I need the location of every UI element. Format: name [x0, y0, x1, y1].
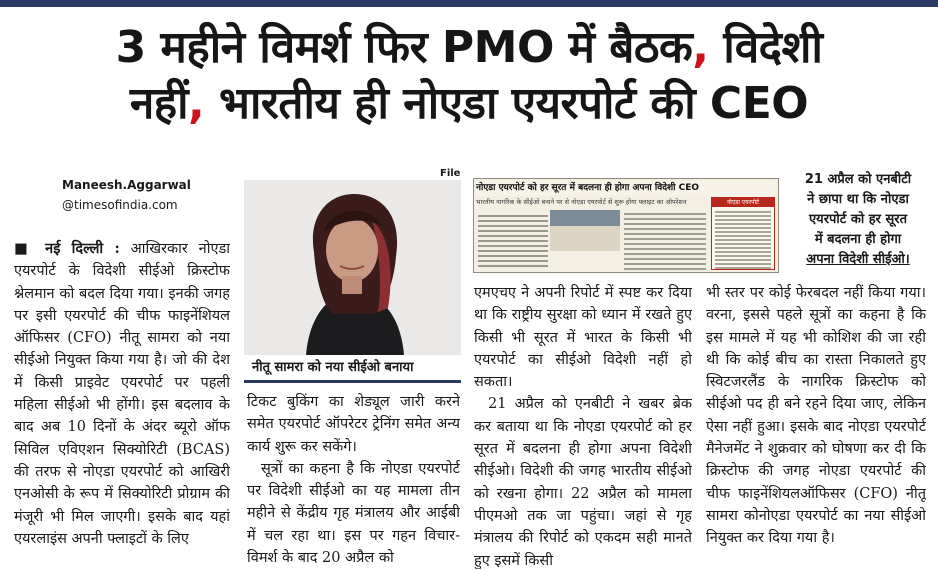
- side-note-line: एयरपोर्ट को हर सूरत: [808, 212, 907, 227]
- headline-red-comma-2: ,: [188, 78, 205, 129]
- article-paragraph: 21 अप्रैल को एनबीटी ने खबर ब्रेक कर बताया था कि नोएडा एयरपोर्ट को हर सूरत में बदलना ही होगा अपना विदेशी सीईओ। विदेशी की जगह भारतीय सीईओ को रखना होगा। 22 अप्रैल को मामला पीएमओ तक जा पहुंचा। जहां से गृह मंत्रालय की रिपोर्ट को एकदम सही मानते हुए इसमें किसी: [474, 396, 692, 569]
- clipping-box-title: नोएडा एयरपोर्ट: [712, 198, 774, 207]
- article-column-4: [706, 282, 926, 569]
- photo-caption: नीतू सामरा को नया सीईओ बनाया: [244, 355, 461, 383]
- headline-line-1-text: 3 महीने विमर्श फिर PMO में बैठक: [115, 22, 693, 73]
- clipping-text-block-2: [624, 210, 706, 270]
- article-column-1: [14, 238, 230, 568]
- article-column-2: [247, 391, 460, 569]
- article-paragraph: [14, 238, 230, 550]
- dateline: ■ नई दिल्ली :: [14, 240, 120, 257]
- portrait-image: [244, 180, 461, 355]
- clipping-airport-photo: [550, 210, 620, 251]
- clipping-subhead: भारतीय नागरिक के सीईओ बनाने पर से नोएडा एयरपोर्ट से शुरू होगा फ्लाइट का ऑपरेशन: [476, 198, 687, 206]
- side-note-line: में बदलना ही होगा: [814, 232, 902, 247]
- top-color-bar: [0, 0, 938, 7]
- byline-email: @timesofindia.com: [62, 198, 178, 212]
- clipping-text-block: [478, 212, 548, 270]
- article-paragraph: एमएचए ने अपनी रिपोर्ट में स्पष्ट कर दिया था कि राष्ट्रीय सुरक्षा को ध्यान में रखते हुए किसी भी सूरत में भारत के किसी भी एयरपोर्ट का सीईओ विदेशी नहीं हो सकता।: [474, 285, 692, 391]
- headline-line-1-tail: विदेशी: [708, 22, 823, 73]
- article-paragraph: भी स्तर पर कोई फेरबदल नहीं किया गया। वरना, इससे पहले सूत्रों का कहना है कि इस मामले में यह भी कोशिश की जा रही थी कि कोई बीच का रास्ता निकालते हुए स्विटजरलैंड के नागरिक क्रिस्टोफ को सीईओ पद ही बने रहने दिया जाए, लेकिन ऐसा नहीं हुआ। इसके बाद नोएडा एयरपोर्ट मैनेजमेंट ने शुक्रवार को घोषणा कर दी कि क्रिस्टोफ की जगह नोएडा एयरपोर्ट की चीफ फाइनेंशियलऑफिसर (CFO) नीतू सामरा कोनोएडा एयरपोर्ट का नया सीईओ नियुक्त कर दिया गया है।: [706, 285, 926, 547]
- side-note-line: ने छापा था कि नोएडा: [807, 192, 909, 207]
- headline-red-comma-1: ,: [692, 22, 709, 73]
- article-paragraph: टिकट बुकिंग का शेड्यूल जारी करने समेत एयरपोर्ट ऑपरेटर ट्रेनिंग समेत अन्य कार्य शुरू कर सकेंगे।: [247, 394, 460, 455]
- headline-line-1: [10, 20, 928, 76]
- clipping-sidebar-box: [711, 197, 775, 270]
- article-text: आखिरकार नोएडा एयरपोर्ट के विदेशी सीईओ क्रिस्टोफ श्नेलमान को बदल दिया गया। इनकी जगह पर इसी एयरपोर्ट की चीफ फाइनेंशियल ऑफिसर (CFO) नीतू सामरा को नया सीईओ नियुक्त किया गया है। जो की देश में किसी प्राइवेट एयरपोर्ट पर पहली महिला सीईओ भी होंगी। इस बदलाव के बाद अब 10 दिनों के अंदर ब्यूरो ऑफ सिविल एविएशन सिक्योरिटी (BCAS) की तरफ से नोएडा एयरपोर्ट को आखिरी एनओसी के रूप में सिक्योरिटी प्रोग्राम की मंजूरी भी मिल जाएगी। इसके बाद यहां एयरलाइंस अपनी फ्लाइटों के लिए: [14, 241, 230, 547]
- newspaper-clipping: [473, 178, 779, 273]
- article-paragraph: सूत्रों का कहना है कि नोएडा एयरपोर्ट पर विदेशी सीईओ का यह मामला तीन महीने से केंद्रीय गृह मंत्रालय और आईबी में चल रहा था। इस पर गहन विचार-विमर्श के बाद 20 अप्रैल को: [247, 460, 460, 567]
- side-note: [784, 170, 932, 276]
- article-column-3: [474, 282, 692, 569]
- headline: [10, 20, 928, 132]
- clipping-headline: नोएडा एयरपोर्ट को हर सूरत में बदलना ही होगा अपना विदेशी CEO: [476, 181, 776, 196]
- side-note-line: अपना विदेशी सीईओ।: [806, 252, 910, 267]
- byline-author: Maneesh.Aggarwal: [62, 178, 191, 192]
- portrait-photo: [244, 180, 461, 355]
- side-note-line: 21 अप्रैल को एनबीटी: [804, 172, 912, 187]
- headline-line-2-tail: भारतीय ही नोएडा एयरपोर्ट की CEO: [204, 78, 809, 129]
- headline-line-2-text: नहीं: [129, 78, 189, 129]
- photo-file-label: File: [440, 168, 461, 179]
- headline-line-2: [10, 76, 928, 132]
